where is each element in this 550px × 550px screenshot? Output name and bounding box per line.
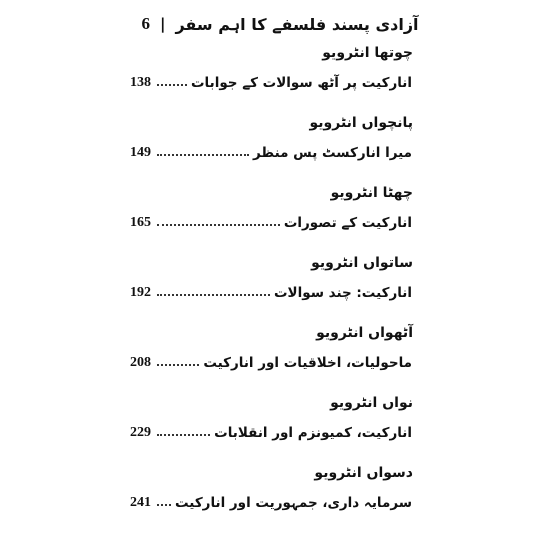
entry-page-number: 149	[130, 145, 151, 160]
toc-entry	[0, 115, 550, 185]
header-separator: |	[159, 15, 166, 33]
toc-entry	[0, 465, 550, 535]
dot-leader	[157, 294, 270, 296]
dot-leader	[157, 224, 280, 226]
toc-line[interactable]	[130, 421, 412, 441]
dot-leader	[157, 434, 210, 436]
toc-line[interactable]	[130, 141, 412, 161]
entry-page-number: 138	[130, 75, 151, 90]
toc-line[interactable]	[130, 491, 412, 511]
entry-title: انارکیت پر آٹھ سوالات کے جوابات	[190, 75, 412, 91]
dot-leader	[157, 84, 187, 86]
toc-line[interactable]	[130, 71, 412, 91]
section-heading: دسواں انٹرویو	[314, 465, 413, 481]
table-of-contents	[0, 45, 550, 535]
section-heading: چھٹا انٹرویو	[330, 185, 413, 201]
entry-title: سرمایہ داری، جمہوریت اور انارکیت	[175, 495, 412, 511]
book-title: آزادی پسند فلسفے کا اہم سفر	[175, 14, 419, 34]
entry-page-number: 241	[130, 495, 151, 510]
section-heading: نواں انٹرویو	[330, 395, 413, 411]
page-header	[130, 10, 430, 38]
toc-entry	[0, 255, 550, 325]
page-number: 6	[141, 14, 150, 33]
section-heading: آٹھواں انٹرویو	[316, 325, 413, 341]
entry-title: انارکیت، کمیونزم اور انقلابات	[214, 425, 412, 441]
entry-page-number: 192	[130, 285, 151, 300]
entry-page-number: 208	[130, 355, 151, 370]
toc-entry	[0, 325, 550, 395]
toc-entry	[0, 45, 550, 115]
entry-page-number: 165	[130, 215, 151, 230]
toc-line[interactable]	[130, 351, 412, 371]
toc-line[interactable]	[130, 211, 412, 231]
section-heading: پانچواں انٹرویو	[309, 115, 413, 131]
entry-title: میرا انارکسٹ پس منظر	[253, 145, 412, 161]
section-heading: ساتواں انٹرویو	[311, 255, 413, 271]
entry-page-number: 229	[130, 425, 151, 440]
dot-leader	[157, 154, 249, 156]
entry-title: ماحولیات، اخلاقیات اور انارکیت	[203, 355, 412, 371]
dot-leader	[157, 504, 171, 506]
toc-entry	[0, 185, 550, 255]
toc-line[interactable]	[130, 281, 412, 301]
dot-leader	[157, 364, 199, 366]
toc-entry	[0, 395, 550, 465]
entry-title: انارکیت کے تصورات	[283, 215, 412, 231]
entry-title: انارکیت: چند سوالات	[273, 285, 412, 301]
section-heading: چوتھا انٹرویو	[322, 45, 413, 61]
